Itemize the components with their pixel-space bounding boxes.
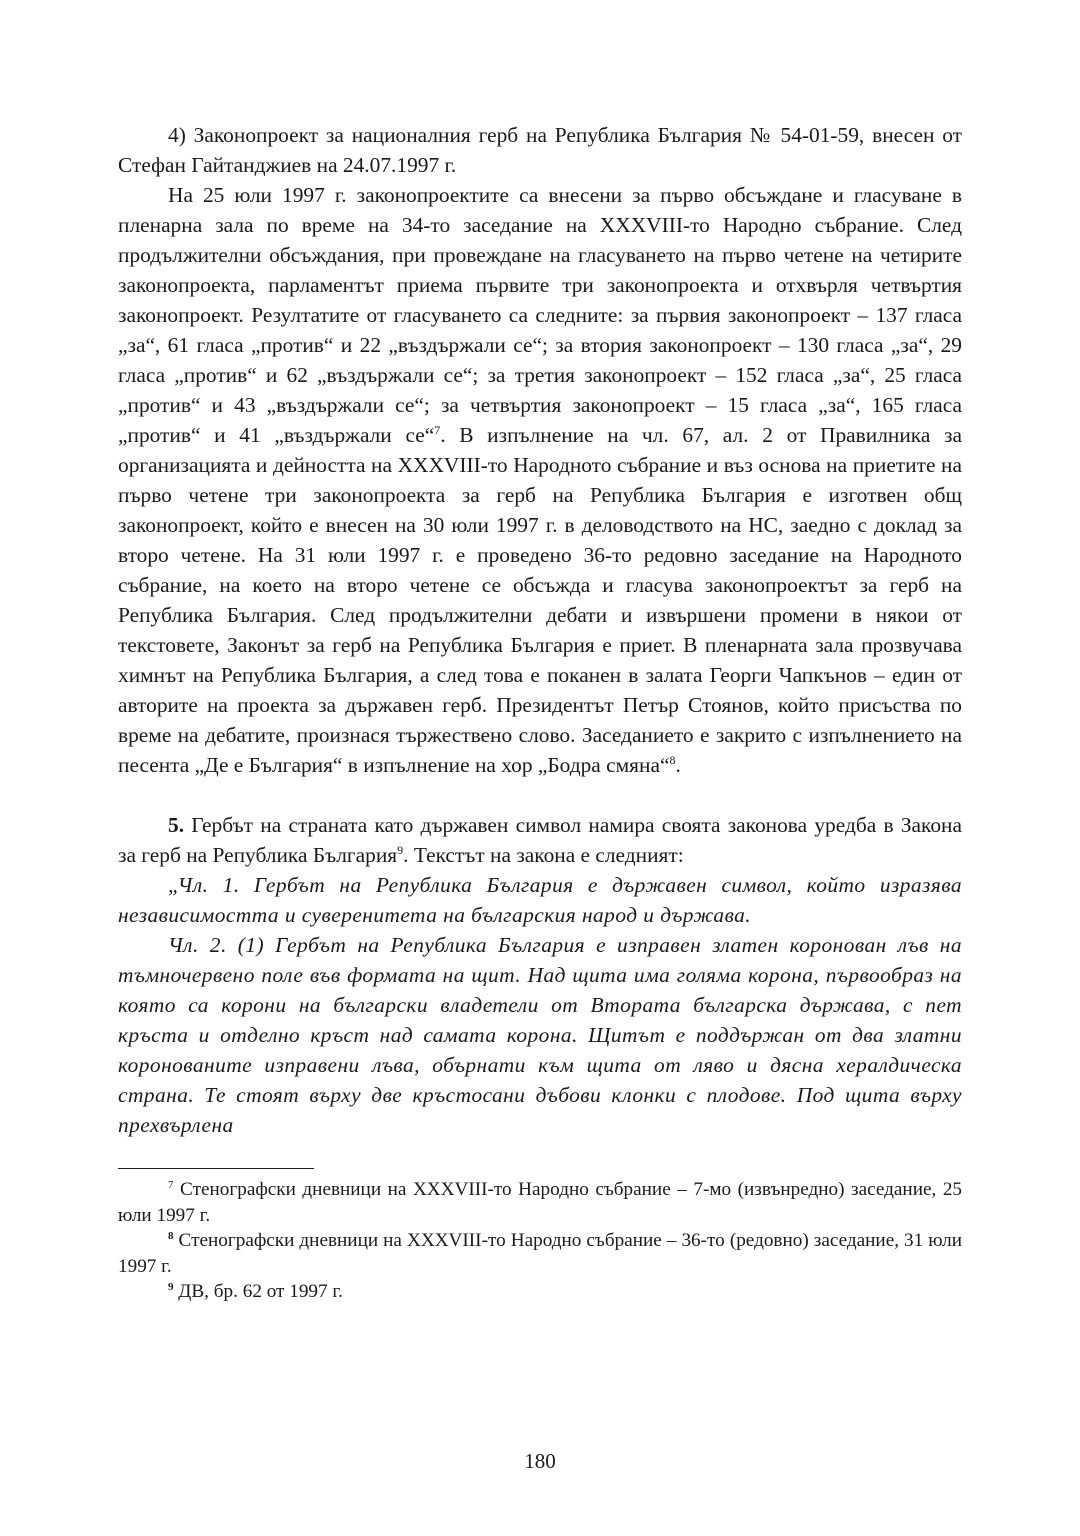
- paragraph-section-5: 5. Гербът на страната като държавен символ намира своята законова уредба в Закона за герб на Република България$^9$. Текстът на закона е следният:: [118, 813, 962, 867]
- footnote-8: [118, 1228, 962, 1279]
- section-number: 5.: [168, 813, 185, 837]
- footnote-ref-7[interactable]: 7: [434, 423, 441, 437]
- footnote-separator: [118, 1168, 314, 1169]
- main-text: [118, 120, 962, 1140]
- footnote-9: [118, 1279, 962, 1305]
- footnote-number: 8: [168, 1230, 174, 1242]
- paragraph-first-reading: На 25 юли 1997 г. законопроектите са внесени за първо обсъждане и гласуване в пленарна зала по време на 34-то заседание на XXXVIII-то Народно събрание. След продължителни обсъждания, при провеждане на гласуването на първо четене на четирите законопроекта, парламентът приема първите три законопроекта и отхвърля четвъртия законопроект. Резултатите от гласуването са следните: за първия законопроект – 137 гласа „за“, 61 гласа „против“ и 22 „въздържали се“; за втория законопроект – 130 гласа „за“, 29 гласа „против“ и 62 „въздържали се“; за третия законопроект – 152 гласа „за“, 25 гласа „против“ и 43 „въздържали се“; за четвъртия законопроект – 15 гласа „за“, 165 гласа „против“ и 41 „въздържали се“$^7$. В изпълнение на чл. 67, ал. 2 от Правилника за организацията и дейността на XXXVIII-то Народното събрание и въз основа на приетите на първо четене три законопроекта за герб на Република България е изготвен общ законопроект, който е внесен на 30 юли 1997 г. в деловодството на НС, заедно с доклад за второ четене. На 31 юли 1997 г. е проведено 36-то редовно заседание на Народното събрание, на което на второ четене се обсъжда и гласува законопроектът за герб на Република България. След продължителни дебати и извършени промени в някои от текстовете, Законът за герб на Република България е приет. В пленарната зала прозвучава химнът на Република България, а след това е поканен в залата Георги Чапкънов – един от авторите на проекта за държавен герб. Президентът Петър Стоянов, който присъства по време на дебатите, произнася тържествено слово. Заседанието е закрито с изпълнението на песента „Де е България“ в изпълнение на хор „Бодра смяна“$^8$.: [118, 183, 962, 777]
- footnote-text: Стенографски дневници на XXXVIII-то Народно събрание – 7-мо (извънредно) заседание, 25 юли 1997 г.: [118, 1179, 963, 1226]
- footnote-number: 9: [168, 1281, 174, 1293]
- page-number: 180: [524, 1449, 556, 1473]
- law-article-1: „Чл. 1. Гербът на Република България е държавен символ, който изразява независимостта и суверенитета на българския народ и държава.: [118, 873, 962, 927]
- law-article-2: Чл. 2. (1) Гербът на Република България е изправен златен коронован лъв на тъмночервено поле във формата на щит. Над щита има голяма корона, първообраз на която са корони на български владетели от Втората българска държава, с пет кръста и отделно кръст над самата корона. Щитът е поддържан от два златни коронованите изправени лъва, обърнати към щита от ляво и дясна хералдическа страна. Те стоят върху две кръстосани дъбови клонки с плодове. Под щита върху прехвърлена: [118, 933, 962, 1137]
- paragraph-bill-4: 4) Законопроект за националния герб на Република България № 54-01-59, внесен от Стефан Гайтанджиев на 24.07.1997 г.: [118, 123, 962, 177]
- footnote-text: Стенографски дневници на XXXVIII-то Народно събрание – 36-то (редовно) заседание, 31 юли 1997 г.: [118, 1230, 962, 1277]
- footnote-7: [118, 1177, 962, 1228]
- footnote-ref-8[interactable]: 8: [669, 753, 676, 767]
- footnote-ref-9[interactable]: 9: [397, 843, 404, 857]
- footnote-text: ДВ, бр. 62 от 1997 г.: [178, 1281, 343, 1302]
- footnote-number: 7: [168, 1179, 174, 1191]
- footnotes: [118, 1177, 962, 1305]
